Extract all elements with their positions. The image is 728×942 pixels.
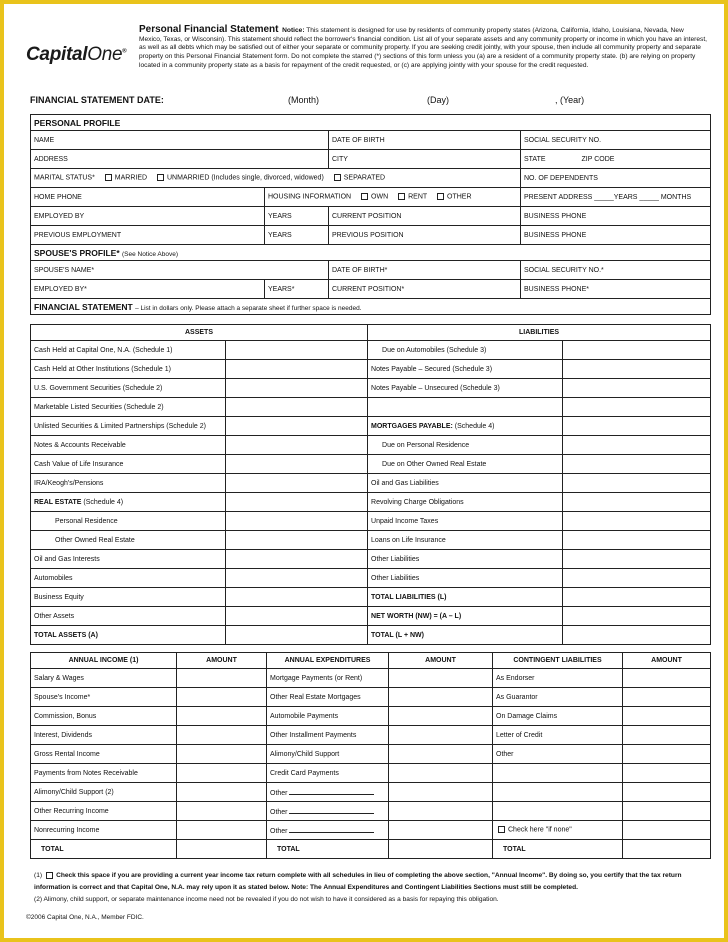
contingent-label: As Endorser — [493, 669, 623, 688]
rent-checkbox[interactable] — [398, 193, 405, 200]
expenditure-label: Other Real Estate Mortgages — [267, 688, 389, 707]
table-row — [31, 626, 711, 645]
name-field[interactable]: NAME — [31, 131, 329, 150]
liability-label: Other Liabilities — [368, 550, 563, 569]
liability-label: Loans on Life Insurance — [368, 531, 563, 550]
liability-amount-field[interactable] — [563, 550, 711, 569]
amount-field[interactable] — [389, 764, 493, 783]
liability-label: Oil and Gas Liabilities — [368, 474, 563, 493]
contingent-label: Other — [493, 745, 623, 764]
amount-field[interactable] — [623, 669, 711, 688]
amount-field[interactable] — [177, 802, 267, 821]
contingent-label: Letter of Credit — [493, 726, 623, 745]
asset-label: Other Owned Real Estate — [31, 531, 226, 550]
unmarried-checkbox[interactable] — [157, 174, 164, 181]
table-row — [31, 588, 711, 607]
income-label: Other Recurring Income — [31, 802, 177, 821]
asset-label: Marketable Listed Securities (Schedule 2) — [31, 398, 226, 417]
assets-header: ASSETS — [31, 325, 368, 341]
table-row — [31, 360, 711, 379]
amount-field[interactable] — [177, 840, 267, 859]
liability-label: NET WORTH (NW) = (A – L) — [368, 607, 563, 626]
table-row — [31, 802, 711, 821]
amount-field[interactable] — [177, 669, 267, 688]
asset-amount-field[interactable] — [226, 607, 368, 626]
table-row — [31, 455, 711, 474]
other-checkbox[interactable] — [437, 193, 444, 200]
contingent-label — [493, 802, 623, 821]
expenditure-label: Credit Card Payments — [267, 764, 389, 783]
amount-field[interactable] — [177, 745, 267, 764]
asset-label: TOTAL ASSETS (A) — [31, 626, 226, 645]
table-row — [31, 379, 711, 398]
liability-amount-field[interactable] — [563, 493, 711, 512]
form-title: Personal Financial Statement — [139, 24, 279, 35]
expenditure-label: Other — [267, 783, 389, 802]
asset-amount-field[interactable] — [226, 436, 368, 455]
amount-field[interactable] — [623, 821, 711, 840]
asset-amount-field[interactable] — [226, 360, 368, 379]
amount-field[interactable] — [623, 783, 711, 802]
previous-position-field[interactable]: PREVIOUS POSITION — [329, 226, 521, 245]
liability-label: TOTAL LIABILITIES (L) — [368, 588, 563, 607]
housing-field: HOUSING INFORMATION OWN RENT OTHER — [265, 188, 521, 207]
expenditure-label: Alimony/Child Support — [267, 745, 389, 764]
liability-label: TOTAL (L + NW) — [368, 626, 563, 645]
spouse-profile-heading: SPOUSE'S PROFILE* (See Notice Above) — [31, 245, 711, 261]
liability-amount-field[interactable] — [563, 569, 711, 588]
liability-label: Revolving Charge Obligations — [368, 493, 563, 512]
statement-date-row — [30, 95, 710, 109]
amount-field[interactable] — [389, 821, 493, 840]
notice-text: This statement is designed for use by residents of community property states (Arizona, California, Idaho, Louisiana, Nevada, New Mexico, Texas, or Wisconsin). This statement should reflect the borrower's financial condition. List all of your separate assets and any community property or income in which you have an interest, as well as all debts which may be satisfied out of either your separate or community property. If you are seeking credit jointly, with your spouse, then include all community property and separate property on this Personal Financial Statement form. Do not complete the starred (*) sections of this form unless you (a) are a resident of a community property state. (b) are relying on property located in a community property state as a basis for repayment of the credit requested, or (c) are applying jointly with your spouse for the credit requested. — [139, 27, 707, 69]
state-zip-field[interactable]: STATE ZIP CODE — [521, 150, 711, 169]
liability-amount-field[interactable] — [563, 474, 711, 493]
liability-amount-field[interactable] — [563, 379, 711, 398]
asset-amount-field[interactable] — [226, 417, 368, 436]
income-label: Gross Rental Income — [31, 745, 177, 764]
employed-by-field[interactable]: EMPLOYED BY — [31, 207, 265, 226]
amount-field[interactable] — [177, 821, 267, 840]
liability-amount-field[interactable] — [563, 398, 711, 417]
asset-amount-field[interactable] — [226, 455, 368, 474]
contingent-label — [493, 783, 623, 802]
liability-amount-field[interactable] — [563, 436, 711, 455]
asset-amount-field[interactable] — [226, 626, 368, 645]
asset-amount-field[interactable] — [226, 379, 368, 398]
spouse-years-field[interactable]: YEARS* — [265, 280, 329, 299]
month-field[interactable]: (Month) — [288, 95, 320, 105]
footnote-2: (2) Alimony, child support, or separate maintenance income need not be revealed if you do not wish to have it considered as a basis for repaying this obligation. — [34, 896, 499, 903]
income-table — [30, 652, 711, 859]
assets-liabilities-table — [30, 324, 711, 645]
asset-amount-field[interactable] — [226, 569, 368, 588]
spouse-name-field[interactable]: SPOUSE'S NAME* — [31, 261, 329, 280]
amount-field[interactable] — [177, 764, 267, 783]
previous-business-phone-field[interactable]: BUSINESS PHONE — [521, 226, 711, 245]
asset-amount-field[interactable] — [226, 474, 368, 493]
spouse-current-position-field[interactable]: CURRENT POSITION* — [329, 280, 521, 299]
ssn-field[interactable]: SOCIAL SECURITY NO. — [521, 131, 711, 150]
income-section — [30, 652, 710, 859]
spouse-dob-field[interactable]: DATE OF BIRTH* — [329, 261, 521, 280]
expenditure-amount-header: AMOUNT — [389, 653, 493, 669]
liability-amount-field[interactable] — [563, 626, 711, 645]
income-label: Salary & Wages — [31, 669, 177, 688]
expenditure-label: TOTAL — [267, 840, 389, 859]
asset-label: REAL ESTATE (Schedule 4) — [31, 493, 226, 512]
contingent-label: As Guarantor — [493, 688, 623, 707]
asset-label: Other Assets — [31, 607, 226, 626]
asset-label: Unlisted Securities & Limited Partnerships (Schedule 2) — [31, 417, 226, 436]
amount-field[interactable] — [177, 783, 267, 802]
table-row — [31, 840, 711, 859]
table-row — [31, 669, 711, 688]
asset-label: Business Equity — [31, 588, 226, 607]
expenditure-label: Other — [267, 821, 389, 840]
header — [4, 4, 724, 89]
other-expenditure-input[interactable] — [289, 826, 374, 833]
personal-profile-heading: PERSONAL PROFILE — [31, 115, 711, 131]
footnotes — [34, 870, 714, 906]
liability-amount-field[interactable] — [563, 588, 711, 607]
none-checkbox[interactable] — [498, 826, 505, 833]
years-field[interactable]: YEARS — [265, 207, 329, 226]
income-label: Commission, Bonus — [31, 707, 177, 726]
married-checkbox[interactable] — [105, 174, 112, 181]
table-row — [31, 436, 711, 455]
notice-block — [139, 26, 707, 71]
asset-label: Oil and Gas Interests — [31, 550, 226, 569]
table-row — [31, 417, 711, 436]
amount-field[interactable] — [623, 840, 711, 859]
amount-field[interactable] — [389, 840, 493, 859]
contingent-label: Check here "if none" — [493, 821, 623, 840]
income-label: Interest, Dividends — [31, 726, 177, 745]
amount-field[interactable] — [623, 802, 711, 821]
amount-field[interactable] — [177, 726, 267, 745]
asset-label: U.S. Government Securities (Schedule 2) — [31, 379, 226, 398]
amount-field[interactable] — [389, 707, 493, 726]
liability-amount-field[interactable] — [563, 607, 711, 626]
liability-amount-field[interactable] — [563, 512, 711, 531]
personal-profile-section — [30, 114, 710, 315]
liability-amount-field[interactable] — [563, 341, 711, 360]
income-label: Spouse's Income* — [31, 688, 177, 707]
asset-amount-field[interactable] — [226, 531, 368, 550]
dob-field[interactable]: DATE OF BIRTH — [329, 131, 521, 150]
asset-label: Cash Value of Life Insurance — [31, 455, 226, 474]
amount-field[interactable] — [623, 688, 711, 707]
table-row — [31, 341, 711, 360]
amount-field[interactable] — [389, 688, 493, 707]
table-row — [31, 550, 711, 569]
liability-label: Due on Other Owned Real Estate — [368, 455, 563, 474]
amount-field[interactable] — [389, 726, 493, 745]
copyright: ©2006 Capital One, N.A., Member FDIC. — [26, 914, 144, 921]
asset-amount-field[interactable] — [226, 550, 368, 569]
table-row — [31, 474, 711, 493]
annual-income-header: ANNUAL INCOME (1) — [31, 653, 177, 669]
income-label: Nonrecurring Income — [31, 821, 177, 840]
amount-field[interactable] — [389, 669, 493, 688]
liability-label: Unpaid Income Taxes — [368, 512, 563, 531]
amount-field[interactable] — [389, 745, 493, 764]
own-checkbox[interactable] — [361, 193, 368, 200]
table-row — [31, 493, 711, 512]
liability-label: MORTGAGES PAYABLE: (Schedule 4) — [368, 417, 563, 436]
statement-date-label: FINANCIAL STATEMENT DATE: — [30, 95, 164, 105]
asset-amount-field[interactable] — [226, 398, 368, 417]
expenditure-label: Mortgage Payments (or Rent) — [267, 669, 389, 688]
contingent-label: TOTAL — [493, 840, 623, 859]
liability-label: Notes Payable – Unsecured (Schedule 3) — [368, 379, 563, 398]
amount-field[interactable] — [623, 764, 711, 783]
asset-label: IRA/Keogh's/Pensions — [31, 474, 226, 493]
city-field[interactable]: CITY — [329, 150, 521, 169]
asset-label: Personal Residence — [31, 512, 226, 531]
liabilities-header: LIABILITIES — [368, 325, 711, 341]
present-address-field[interactable]: PRESENT ADDRESS _____YEARS _____ MONTHS — [521, 188, 711, 207]
spouse-employed-by-field[interactable]: EMPLOYED BY* — [31, 280, 265, 299]
capital-one-logo: CapitalOne® — [26, 44, 127, 65]
table-row — [31, 783, 711, 802]
expenditure-label: Other — [267, 802, 389, 821]
liability-amount-field[interactable] — [563, 531, 711, 550]
contingent-amount-header: AMOUNT — [623, 653, 711, 669]
amount-field[interactable] — [623, 726, 711, 745]
amount-field[interactable] — [177, 688, 267, 707]
asset-label: Automobiles — [31, 569, 226, 588]
table-row — [31, 569, 711, 588]
notice-label: Notice: — [282, 27, 305, 34]
amount-field[interactable] — [389, 802, 493, 821]
annual-expenditures-header: ANNUAL EXPENDITURES — [267, 653, 389, 669]
asset-label: Cash Held at Other Institutions (Schedule 1) — [31, 360, 226, 379]
amount-field[interactable] — [177, 707, 267, 726]
amount-field[interactable] — [623, 745, 711, 764]
footnote-1: (1) Check this space if you are providing a current year income tax return complete with all schedules in lieu of completing the above section, "Annual Income". By doing so, you certify that the tax return information is correct and that Capital One, N.A. may rely upon it as stated below. Note: The Annual Expenditures and Contingent Liabilities Sections must still be completed. — [34, 872, 682, 891]
income-label: Payments from Notes Receivable — [31, 764, 177, 783]
current-position-field[interactable]: CURRENT POSITION — [329, 207, 521, 226]
asset-amount-field[interactable] — [226, 588, 368, 607]
business-phone-field[interactable]: BUSINESS PHONE — [521, 207, 711, 226]
dependents-field[interactable]: NO. OF DEPENDENTS — [521, 169, 711, 188]
amount-field[interactable] — [623, 707, 711, 726]
table-row — [31, 745, 711, 764]
liability-label: Due on Personal Residence — [368, 436, 563, 455]
asset-label: Notes & Accounts Receivable — [31, 436, 226, 455]
table-row — [31, 707, 711, 726]
previous-employment-field[interactable]: PREVIOUS EMPLOYMENT — [31, 226, 265, 245]
table-row — [31, 821, 711, 840]
table-row — [31, 398, 711, 417]
liability-amount-field[interactable] — [563, 417, 711, 436]
tax-return-checkbox[interactable] — [46, 872, 53, 879]
liability-amount-field[interactable] — [563, 455, 711, 474]
liability-label — [368, 398, 563, 417]
contingent-label — [493, 764, 623, 783]
liability-amount-field[interactable] — [563, 360, 711, 379]
contingent-liabilities-header: CONTINGENT LIABILITIES — [493, 653, 623, 669]
table-row — [31, 607, 711, 626]
liability-label: Due on Automobiles (Schedule 3) — [368, 341, 563, 360]
year-field[interactable]: , (Year) — [555, 95, 585, 105]
home-phone-field[interactable]: HOME PHONE — [31, 188, 265, 207]
liability-label: Other Liabilities — [368, 569, 563, 588]
table-row — [31, 726, 711, 745]
separated-checkbox[interactable] — [334, 174, 341, 181]
other-expenditure-input[interactable] — [289, 807, 374, 814]
liability-label: Notes Payable – Secured (Schedule 3) — [368, 360, 563, 379]
financial-statement-heading: FINANCIAL STATEMENT – List in dollars only. Please attach a separate sheet if further space is needed. — [31, 299, 711, 315]
other-expenditure-input[interactable] — [289, 788, 374, 795]
income-label: TOTAL — [31, 840, 177, 859]
spouse-ssn-field[interactable]: SOCIAL SECURITY NO.* — [521, 261, 711, 280]
day-field[interactable]: (Day) — [427, 95, 449, 105]
amount-field[interactable] — [389, 783, 493, 802]
asset-amount-field[interactable] — [226, 493, 368, 512]
table-row — [31, 512, 711, 531]
marital-status-field: MARITAL STATUS* MARRIED UNMARRIED (Includes single, divorced, widowed) SEPARATED — [31, 169, 521, 188]
income-amount-header: AMOUNT — [177, 653, 267, 669]
address-field[interactable]: ADDRESS — [31, 150, 329, 169]
table-row — [31, 531, 711, 550]
expenditure-label: Automobile Payments — [267, 707, 389, 726]
asset-amount-field[interactable] — [226, 512, 368, 531]
table-row — [31, 688, 711, 707]
table-row — [31, 764, 711, 783]
assets-liabilities-section — [30, 324, 710, 645]
asset-label: Cash Held at Capital One, N.A. (Schedule 1) — [31, 341, 226, 360]
expenditure-label: Other Installment Payments — [267, 726, 389, 745]
income-label: Alimony/Child Support (2) — [31, 783, 177, 802]
asset-amount-field[interactable] — [226, 341, 368, 360]
contingent-label: On Damage Claims — [493, 707, 623, 726]
previous-years-field[interactable]: YEARS — [265, 226, 329, 245]
spouse-business-phone-field[interactable]: BUSINESS PHONE* — [521, 280, 711, 299]
